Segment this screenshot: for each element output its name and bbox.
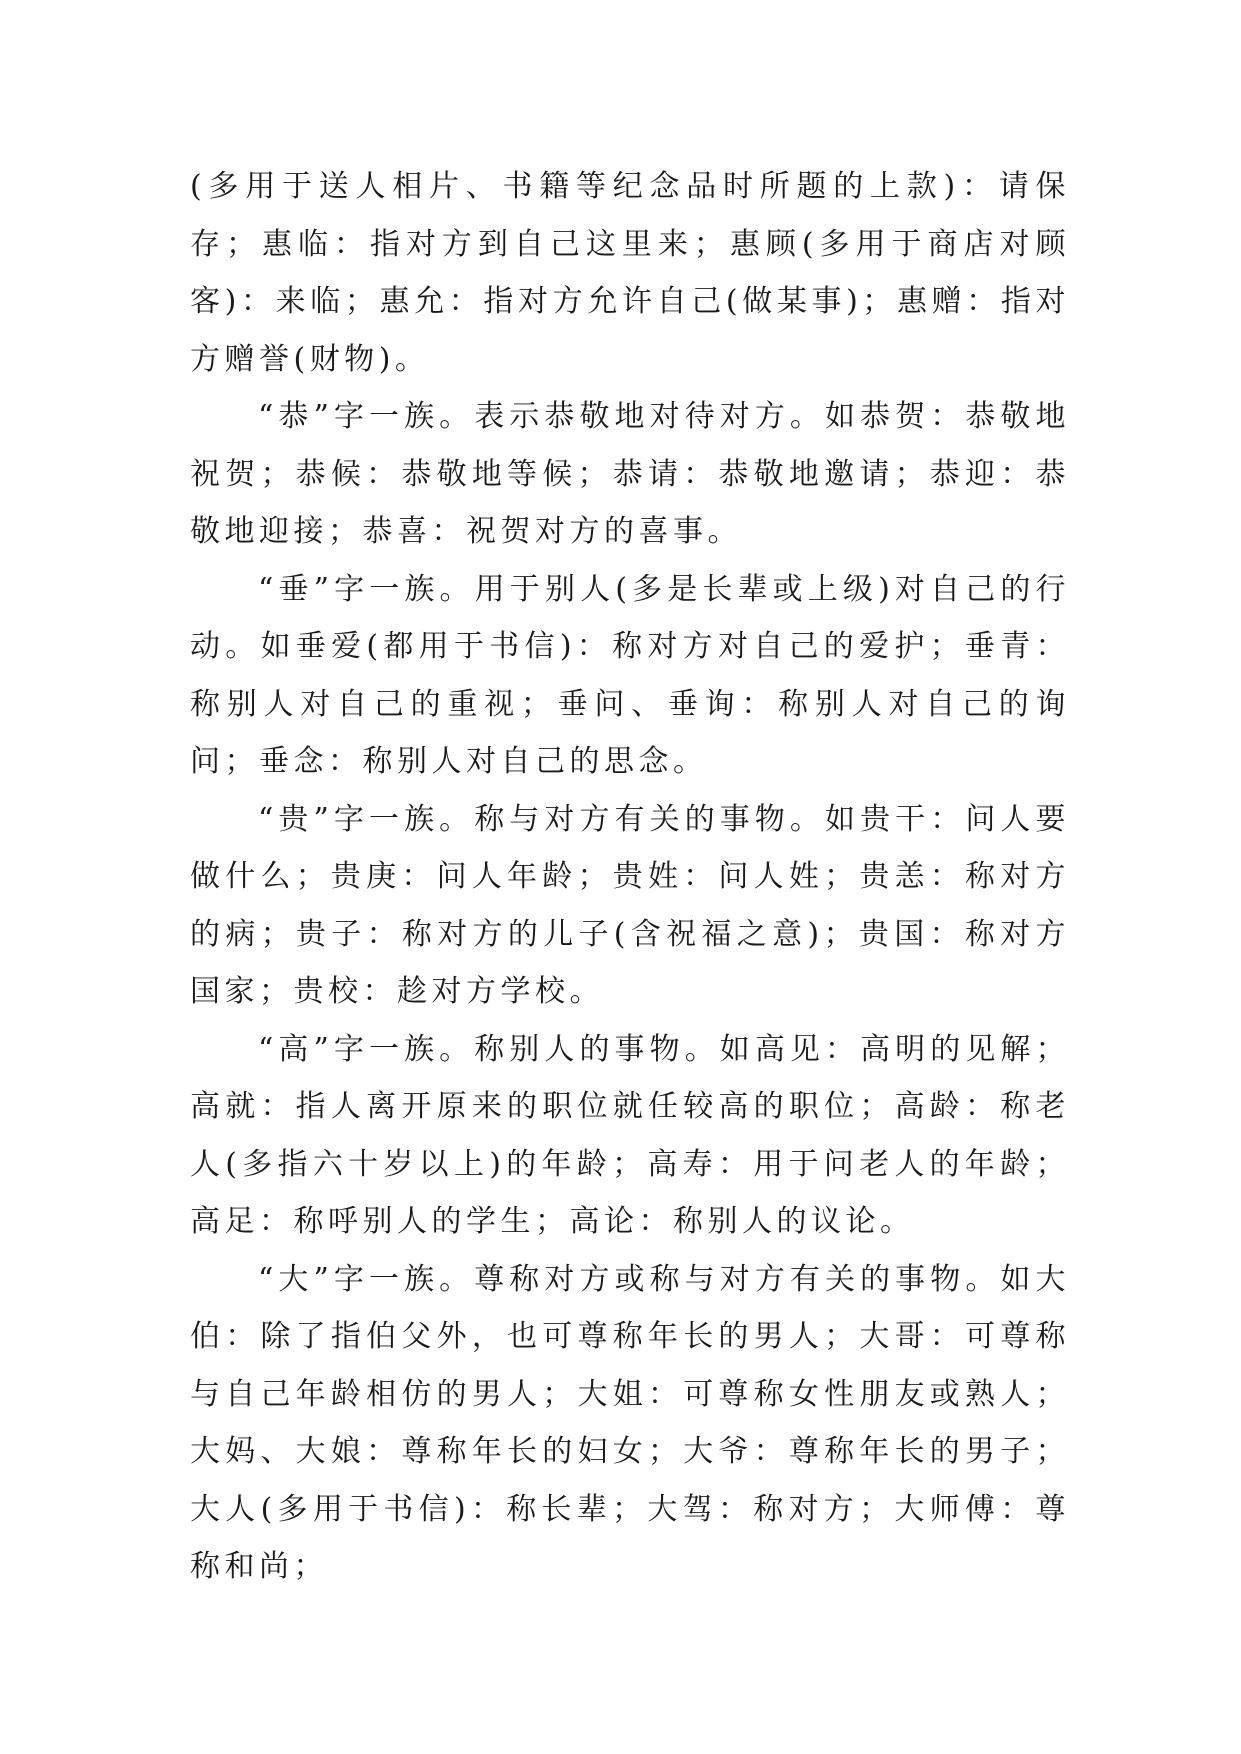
- paragraph-hui: (多用于送人相片、书籍等纪念品时所题的上款)：请保存；惠临：指对方到自己这里来；惠顾(多用于商店对顾客)：来临；惠允：指对方允许自己(做某事)；惠赠：指对方赠誉(财物)。: [190, 169, 1070, 377]
- paragraph-da: “大”字一族。尊称对方或称与对方有关的事物。如大伯：除了指伯父外，也可尊称年长的男人；大哥：可尊称与自己年龄相仿的男人；大姐：可尊称女性朋友或熟人；大妈、大娘：尊称年长的妇女；大爷：尊称年长的男子；大人(多用于书信)：称长辈；大驾：称对方；大师傅：尊称和尚；: [190, 1261, 1070, 1584]
- document-body: [190, 158, 1070, 1596]
- paragraph-gong: “恭”字一族。表示恭敬地对待对方。如恭贺：恭敬地祝贺；恭候：恭敬地等候；恭请：恭敬地邀请；恭迎：恭敬地迎接；恭喜：祝贺对方的喜事。: [190, 399, 1070, 549]
- paragraph-gao: “高”字一族。称别人的事物。如高见：高明的见解；高就：指人离开原来的职位就任较高的职位；高龄：称老人(多指六十岁以上)的年龄；高寿：用于问老人的年龄；高足：称呼别人的学生；高论：称别人的议论。: [190, 1031, 1070, 1239]
- paragraph-gui: “贵”字一族。称与对方有关的事物。如贵干：问人要做什么；贵庚：问人年龄；贵姓：问人姓；贵恙：称对方的病；贵子：称对方的儿子(含祝福之意)；贵国：称对方国家；贵校：趁对方学校。: [190, 801, 1070, 1009]
- paragraph-chui: “垂”字一族。用于别人(多是长辈或上级)对自己的行动。如垂爱(都用于书信)：称对方对自己的爱护；垂青：称别人对自己的重视；垂问、垂询：称别人对自己的询问；垂念：称别人对自己的思念。: [190, 571, 1070, 779]
